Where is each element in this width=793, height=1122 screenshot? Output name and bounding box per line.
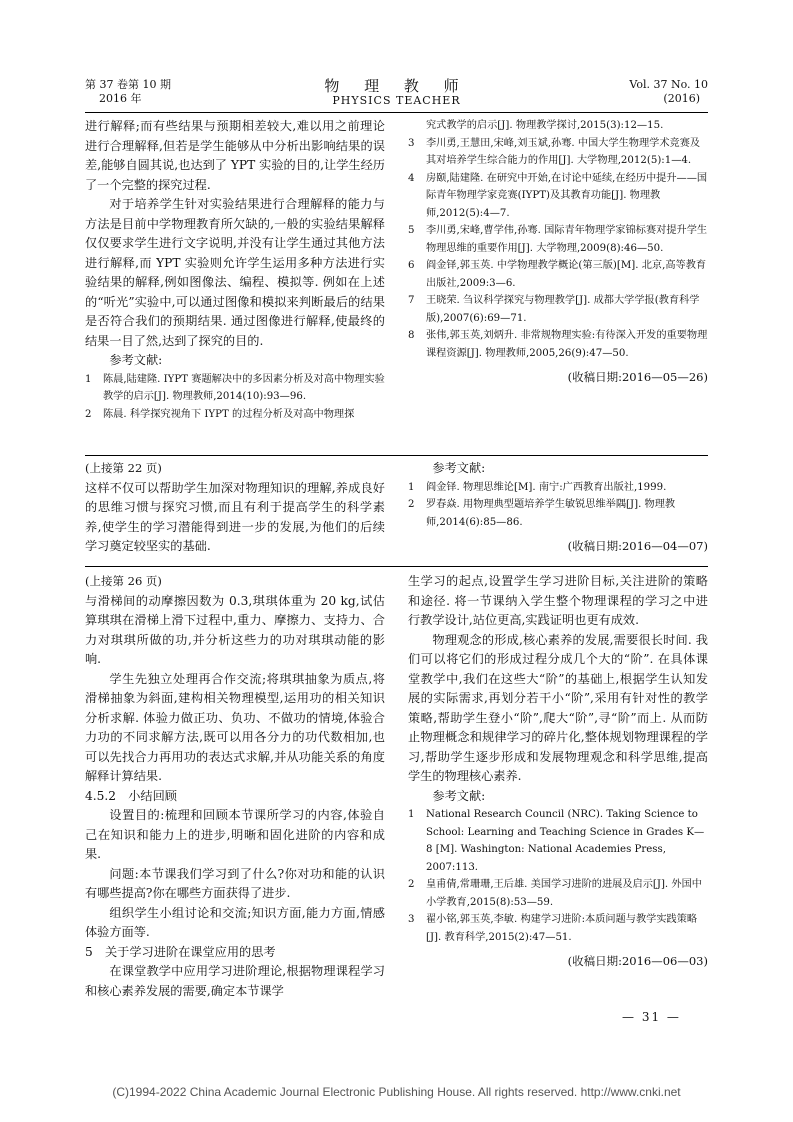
journal-title-en: PHYSICS TEACHER — [332, 94, 461, 107]
references-heading: 参考文献: — [432, 788, 486, 803]
paragraph: 问题:本节课我们学习到了什么?你对功和能的认识有哪些提高?你在哪些方面获得了进步. — [85, 866, 385, 900]
journal-title-cn: 物 理 教 师 — [324, 77, 469, 95]
reference-item: 1 陈晨,陆建隆. IYPT 赛题解决中的多因素分析及对高中物理实验教学的启示[J]. 物理教师,2014(10):93—96. — [85, 373, 385, 402]
reference-item: 2 罗春焱. 用物理典型题培养学生敏锐思维举隅[J]. 物理教师,2014(6):85—86. — [408, 499, 676, 528]
section3-left-column — [85, 572, 385, 1001]
reference-item: 1 National Research Council (NRC). Taking Science to School: Learning and Teaching Science in Grades K—8 [M]. Washington: National Academies Press, 2007:113. — [408, 809, 705, 873]
header-rule — [85, 112, 708, 113]
paragraph: 组织学生小组讨论和交流;知识方面,能力方面,情感体验方面等. — [85, 905, 385, 939]
reference-item: 4 房颐,陆建隆. 在研究中开始,在讨论中延续,在经历中提升——国际青年物理学家竞赛(IYPT)及其教育功能[J]. 物理教师,2012(5):4—7. — [408, 172, 708, 219]
reference-continuation: 究式教学的启示[J]. 物理教学探讨,2015(3):12—15. — [426, 120, 664, 131]
paragraph: 这样不仅可以帮助学生加深对物理知识的理解,养成良好的思维习惯与探究习惯,而且有利于提高学生的科学素养,使学生的学习潜能得到进一步的发展,为他们的后续学习奠定较坚实的基础. — [85, 480, 385, 553]
section2-left-column — [85, 459, 385, 557]
reference-item: 5 李川勇,宋峰,曹学伟,孙骞. 国际青年物理学家锦标赛对提升学生物理思维的重要作用[J]. 大学物理,2009(8):46—50. — [408, 225, 708, 254]
volume-issue: 第 37 卷第 10 期 — [85, 78, 171, 91]
paragraph: 学生先独立处理再合作交流;将琪琪抽象为质点,将滑梯抽象为斜面,建构相关物理模型,运用功的相关知识分析求解. 体验力做正功、负功、不做功的情境,体验合力功的不同求解方法,既可以用各分力的功代数相加,也可以先找合力再用功的表达式求解,并从功能关系的角度解释计算结果. — [85, 671, 385, 783]
page-number: — 31 — — [622, 1010, 681, 1024]
reference-item: 1 阎金铎. 物理思维论[M]. 南宁:广西教育出版社,1999. — [408, 481, 667, 493]
references-heading: 参考文献: — [109, 353, 163, 367]
section2-right-column — [408, 459, 708, 555]
reference-item: 7 王晓荣. 刍议科学探究与物理教学[J]. 成都大学学报(教育科学版),2007(6):69—71. — [408, 295, 700, 324]
paragraph: 物理观念的形成,核心素养的发展,需要很长时间. 我们可以将它们的形成过程分成几个大的“阶”. 在具体课堂教学中,我们在这些大“阶”的基础上,根据学生认知发展的实际需求,再划分若干小“阶”,采用有针对性的教学策略,帮助学生登小“阶”,爬大“阶”,寻“阶”而上. 从而防止物理概念和规律学习的碎片化,整体规划物理课程的学习,帮助学生逐步形成和发展物理观念和科学思维,提高学生的物理核心素养. — [408, 632, 708, 783]
section-heading: 5 关于学习进阶在课堂应用的思考 — [85, 944, 276, 959]
paragraph: 在课堂教学中应用学习进阶理论,根据物理课程学习和核心素养发展的需要,确定本节课学 — [85, 964, 385, 998]
running-header-right — [629, 78, 708, 106]
reference-item: 2 陈晨. 科学探究视角下 IYPT 的过程分析及对高中物理探 — [85, 408, 355, 420]
section1-left-column — [85, 117, 385, 423]
continued-from-note: (上接第 22 页) — [85, 461, 162, 475]
paragraph: 对于培养学生针对实验结果进行合理解释的能力与方法是目前中学物理教育所欠缺的,一般的实验结果解释仅仅要求学生进行文字说明,并没有让学生通过其他方法进行解释,而 YPT 实验则允许学生运用多种方法进行实验结果的解释,例如图像法、编程、模拟等. 例如在上述的“听光”实验中,可以通过图像和模拟来判断最后的结果是否符合我们的预期结果. 通过图像进行解释,使最终的结果一目了然,达到了探究的目的. — [85, 197, 385, 348]
reference-item: 6 阎金铎,郭玉英. 中学物理教学概论(第三版)[M]. 北京,高等教育出版社,2009:3—6. — [408, 260, 707, 289]
paragraph: 设置目的:梳理和回顾本节课所学习的内容,体验自己在知识和能力上的进步,明晰和固化进阶的内容和成果. — [85, 808, 385, 861]
volume-en: Vol. 37 No. 10 — [629, 78, 708, 91]
references-heading: 参考文献: — [432, 461, 486, 475]
subsection-heading: 4.5.2 小结回顾 — [85, 788, 177, 803]
section-divider — [85, 566, 708, 567]
year: 2016 年 — [99, 92, 142, 105]
paragraph: 生学习的起点,设置学生学习进阶目标,关注进阶的策略和途径. 将一节课纳入学生整个物理课程的学习之中进行教学设计,站位更高,实践证明也更有成效. — [408, 574, 708, 627]
reference-item: 2 皇甫倩,常珊珊,王后雄. 美国学习进阶的进展及启示[J]. 外国中小学教育,2015(8):53—59. — [408, 879, 702, 908]
received-date: (收稿日期:2016—04—07) — [567, 539, 708, 553]
section-divider — [85, 455, 708, 456]
paragraph: 与滑梯间的动摩擦因数为 0.3,琪琪体重为 20 kg,试估算琪琪在滑梯上滑下过程中,重力、摩擦力、支持力、合力对琪琪所做的功,并分析这些力的功对琪琪动能的影响. — [85, 593, 385, 666]
received-date: (收稿日期:2016—06—03) — [567, 954, 708, 968]
paragraph: 进行解释;而有些结果与预期相差较大,难以用之前理论进行合理解释,但若是学生能够从中分析出影响结果的误差,能够自圆其说,也达到了 YPT 实验的目的,让学生经历了一个完整的探究过程. — [85, 119, 385, 192]
section3-right-column — [408, 572, 708, 970]
copyright-footer: (C)1994-2022 China Academic Journal Electronic Publishing House. All rights reserved. http://www.cnki.net — [112, 1085, 681, 1099]
reference-item: 3 翟小铭,郭玉英,李敏. 构建学习进阶:本质问题与教学实践策略[J]. 教育科学,2015(2):47—51. — [408, 914, 698, 943]
section1-right-column — [408, 117, 708, 386]
reference-item: 3 李川勇,王慧田,宋峰,刘玉斌,孙骞. 中国大学生物理学术竞赛及其对培养学生综合能力的作用[J]. 大学物理,2012(5):1—4. — [408, 137, 701, 166]
reference-item: 8 张伟,郭玉英,刘炳升. 非常规物理实验:有待深入开发的重要物理课程资源[J]. 物理教师,2005,26(9):47—50. — [408, 330, 708, 359]
continued-from-note: (上接第 26 页) — [85, 574, 162, 588]
year-en: (2016) — [663, 92, 700, 105]
received-date: (收稿日期:2016—05—26) — [567, 370, 708, 384]
